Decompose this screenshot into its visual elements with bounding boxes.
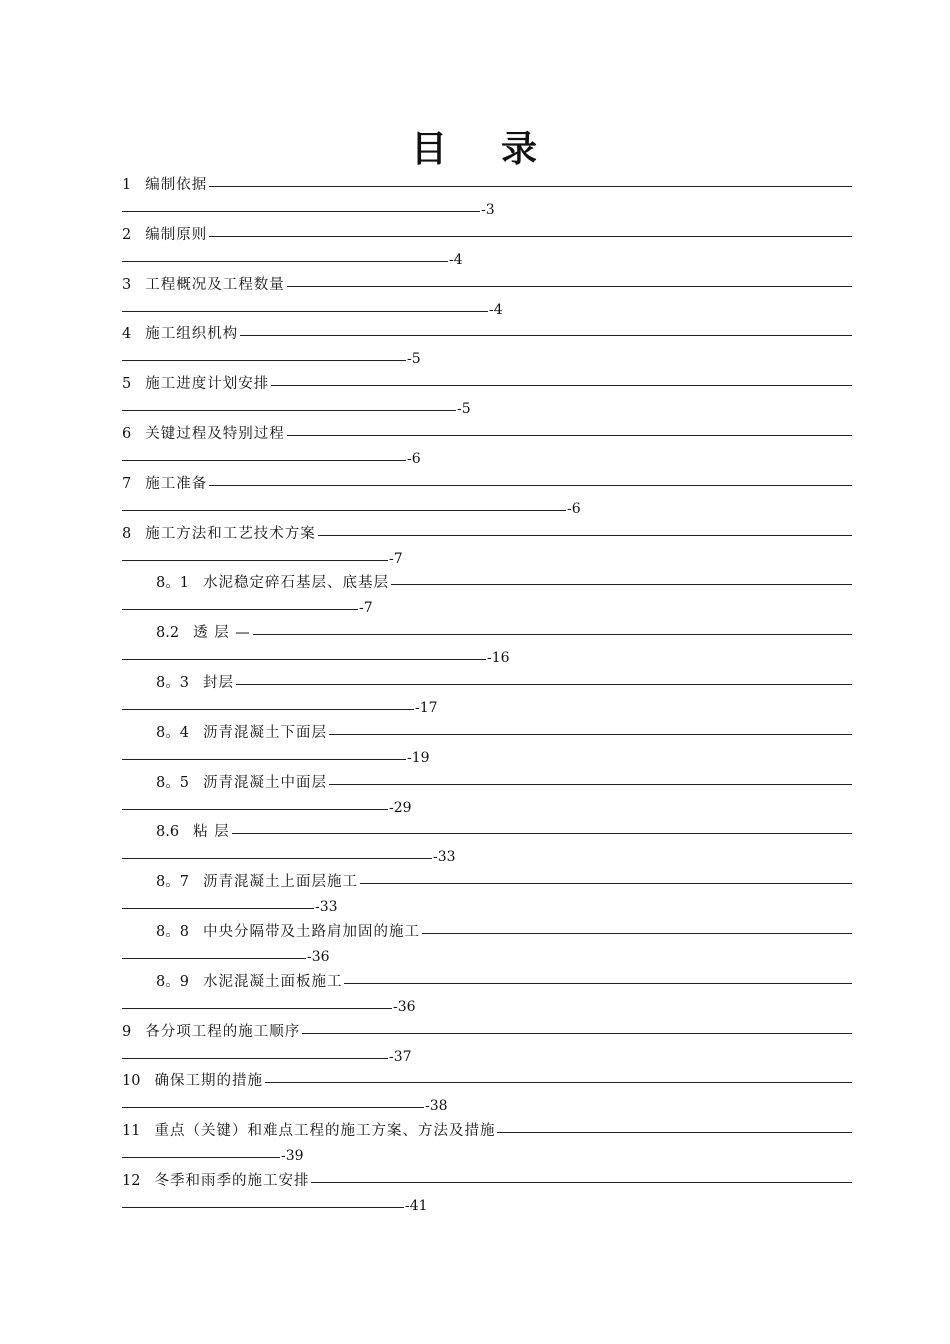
toc-leader-line — [122, 958, 306, 959]
toc-entry-page-line — [122, 447, 852, 472]
toc-leader-line — [232, 833, 852, 834]
toc-entry-label: 中央分隔带及土路肩加固的施工 — [202, 923, 420, 940]
title-char-2: 录 — [501, 129, 540, 170]
toc-leader-line — [497, 1132, 852, 1133]
toc-leader-line — [122, 908, 314, 909]
toc-page-number: -4 — [449, 251, 463, 268]
toc-leader-line — [122, 360, 406, 361]
toc-page-number: -36 — [393, 998, 416, 1015]
toc-page-number: -33 — [433, 849, 456, 866]
toc-entry-page-line — [122, 945, 852, 970]
toc-entry-number: 8。8 — [156, 923, 189, 940]
toc-entry[interactable] — [122, 1119, 852, 1169]
toc-entry-number: 8.6 — [156, 824, 180, 841]
toc-page-number: -17 — [415, 699, 438, 716]
toc-entry-label: 沥青混凝土中面层 — [202, 774, 327, 791]
toc-entry-heading-line — [122, 223, 852, 248]
toc-leader-line — [122, 1008, 392, 1009]
toc-page-number: -38 — [425, 1098, 448, 1115]
toc-entry-heading-line — [122, 771, 852, 796]
toc-entry-heading-line — [122, 173, 852, 198]
toc-entry[interactable] — [122, 920, 852, 970]
toc-entry-heading-line — [122, 372, 852, 397]
toc-entry-number: 8。3 — [156, 674, 189, 691]
toc-entry-label: 编制原则 — [145, 226, 208, 243]
toc-leader-line — [302, 1033, 852, 1034]
toc-page-number: -6 — [407, 450, 421, 467]
toc-entry-heading-line — [122, 970, 852, 995]
toc-leader-line — [287, 286, 852, 287]
toc-entry[interactable] — [122, 1169, 852, 1219]
toc-page-number: -3 — [481, 202, 495, 218]
toc-entry[interactable] — [122, 1020, 852, 1070]
toc-leader-line — [122, 1058, 388, 1059]
toc-entry-label: 水泥稳定碎石基层、底基层 — [202, 575, 389, 592]
toc-entry-page-line — [122, 547, 852, 572]
toc-entry[interactable] — [122, 472, 852, 522]
toc-leader-line — [122, 510, 566, 511]
toc-page-number: -5 — [407, 351, 421, 368]
toc-entry-page-line — [122, 497, 852, 522]
toc-entry[interactable] — [122, 970, 852, 1020]
toc-entry-label: 透 层 — — [193, 625, 251, 642]
toc-entry-page-line — [122, 1094, 852, 1119]
toc-entry-number: 8。4 — [156, 724, 189, 741]
toc-leader-line — [344, 983, 852, 984]
toc-entry-number: 8。9 — [156, 973, 189, 990]
toc-entry-label: 粘 层 — [193, 824, 230, 841]
toc-leader-line — [360, 883, 852, 884]
toc-page-number: -5 — [457, 401, 471, 418]
toc-entry[interactable] — [122, 820, 852, 870]
toc-leader-line — [209, 236, 852, 237]
toc-leader-line — [253, 634, 852, 635]
toc-entry-number: 11 — [122, 1123, 141, 1140]
toc-entry-label: 水泥混凝土面板施工 — [202, 973, 343, 990]
toc-leader-line — [209, 186, 852, 187]
toc-page-number: -7 — [359, 600, 373, 617]
toc-entry-page-line — [122, 1194, 852, 1219]
toc-entry-heading-line — [122, 621, 852, 646]
toc-entry-heading-line — [122, 1119, 852, 1144]
toc-leader-line — [318, 535, 852, 536]
toc-entry[interactable] — [122, 322, 852, 372]
toc-entry-page-line — [122, 298, 852, 323]
toc-entry-number: 3 — [122, 276, 132, 293]
toc-entry-number: 2 — [122, 226, 132, 243]
toc-entry[interactable] — [122, 571, 852, 621]
toc-leader-line — [122, 560, 388, 561]
toc-leader-line — [391, 584, 852, 585]
toc-entry[interactable] — [122, 621, 852, 671]
toc-entry-page-line — [122, 746, 852, 771]
toc-entry-number: 8。5 — [156, 774, 189, 791]
toc-page-number: -37 — [389, 1048, 412, 1065]
toc-leader-line — [236, 684, 852, 685]
toc-entry-heading-line — [122, 1020, 852, 1045]
toc-entry-page-line — [122, 248, 852, 273]
toc-entry-number: 10 — [122, 1073, 141, 1090]
toc-entry-page-line — [122, 646, 852, 671]
toc-entry-number: 5 — [122, 376, 132, 393]
toc-leader-line — [122, 609, 358, 610]
toc-leader-line — [287, 435, 852, 436]
toc-entry-heading-line — [122, 1069, 852, 1094]
toc-entry-page-line — [122, 1045, 852, 1070]
toc-leader-line — [122, 659, 486, 660]
toc-entry-label: 封层 — [202, 674, 234, 691]
toc-page-number: -41 — [405, 1197, 428, 1214]
toc-entry-number: 6 — [122, 425, 132, 442]
toc-entry-label: 重点（关键）和难点工程的施工方案、方法及措施 — [154, 1123, 496, 1140]
toc-entry-label: 各分项工程的施工顺序 — [145, 1023, 301, 1040]
toc-entry[interactable] — [122, 372, 852, 422]
toc-leader-line — [122, 1207, 404, 1208]
toc-leader-line — [122, 1107, 424, 1108]
toc-entry[interactable] — [122, 721, 852, 771]
toc-entry-label: 施工准备 — [145, 475, 208, 492]
toc-entry-heading-line — [122, 422, 852, 447]
toc-entry-label: 冬季和雨季的施工安排 — [154, 1172, 310, 1189]
toc-leader-line — [122, 311, 488, 312]
toc-leader-line — [271, 385, 852, 386]
toc-leader-line — [122, 211, 480, 212]
toc-entry-number: 8.2 — [156, 625, 180, 642]
toc-entry-page-line — [122, 895, 852, 920]
toc-page-number: -36 — [307, 948, 330, 965]
toc-leader-line — [329, 734, 852, 735]
toc-leader-line — [122, 410, 456, 411]
toc-entry-label: 编制依据 — [145, 177, 208, 193]
toc-entry-label: 工程概况及工程数量 — [145, 276, 285, 293]
toc-entry[interactable] — [122, 870, 852, 920]
toc-leader-line — [311, 1182, 852, 1183]
toc-entry-heading-line — [122, 1169, 852, 1194]
table-of-contents — [122, 173, 852, 1219]
page-title — [0, 124, 950, 176]
toc-entry-number: 1 — [122, 177, 132, 193]
toc-leader-line — [240, 335, 852, 336]
toc-entry-page-line — [122, 796, 852, 821]
toc-page-number: -16 — [487, 650, 510, 667]
toc-entry-number: 9 — [122, 1023, 132, 1040]
toc-entry-label: 关键过程及特别过程 — [145, 425, 285, 442]
toc-entry-page-line — [122, 397, 852, 422]
toc-entry[interactable] — [122, 223, 852, 273]
toc-page-number: -19 — [407, 749, 430, 766]
toc-entry-page-line — [122, 1144, 852, 1169]
toc-entry-number: 12 — [122, 1172, 141, 1189]
toc-entry-page-line — [122, 845, 852, 870]
toc-entry-heading-line — [122, 571, 852, 596]
toc-entry-number: 8 — [122, 525, 132, 542]
toc-entry-heading-line — [122, 820, 852, 845]
toc-page-number: -7 — [389, 550, 403, 567]
toc-leader-line — [122, 709, 414, 710]
toc-entry[interactable] — [122, 1069, 852, 1119]
toc-leader-line — [122, 858, 432, 859]
toc-entry-label: 施工方法和工艺技术方案 — [145, 525, 316, 542]
toc-entry-heading-line — [122, 870, 852, 895]
toc-page-number: -39 — [281, 1148, 304, 1165]
toc-leader-line — [122, 1157, 280, 1158]
toc-entry-number: 4 — [122, 326, 132, 343]
toc-entry-heading-line — [122, 472, 852, 497]
toc-entry-label: 施工组织机构 — [145, 326, 239, 343]
toc-leader-line — [122, 759, 406, 760]
toc-entry-heading-line — [122, 522, 852, 547]
toc-entry-label: 沥青混凝土下面层 — [202, 724, 327, 741]
toc-entry-heading-line — [122, 671, 852, 696]
toc-entry[interactable] — [122, 522, 852, 572]
toc-entry[interactable] — [122, 422, 852, 472]
toc-leader-line — [122, 809, 388, 810]
toc-entry-label: 施工进度计划安排 — [145, 376, 270, 393]
toc-entry-label: 确保工期的措施 — [154, 1073, 263, 1090]
toc-entry-page-line — [122, 347, 852, 372]
toc-page-number: -29 — [389, 799, 412, 816]
toc-entry[interactable] — [122, 771, 852, 821]
toc-leader-line — [122, 460, 406, 461]
toc-entry-page-line — [122, 995, 852, 1020]
toc-entry[interactable] — [122, 671, 852, 721]
toc-entry-number: 7 — [122, 475, 132, 492]
toc-entry[interactable] — [122, 273, 852, 323]
toc-entry-label: 沥青混凝土上面层施工 — [202, 874, 358, 891]
toc-entry-heading-line — [122, 920, 852, 945]
toc-entry-page-line — [122, 696, 852, 721]
toc-entry-page-line — [122, 198, 852, 223]
toc-entry-number: 8。1 — [156, 575, 189, 592]
toc-page-number: -4 — [489, 301, 503, 318]
toc-entry-number: 8。7 — [156, 874, 189, 891]
toc-leader-line — [209, 485, 852, 486]
toc-leader-line — [329, 784, 852, 785]
toc-leader-line — [422, 933, 852, 934]
toc-entry-page-line — [122, 596, 852, 621]
toc-entry[interactable] — [122, 173, 852, 223]
toc-entry-heading-line — [122, 721, 852, 746]
toc-page-number: -6 — [567, 500, 581, 517]
title-char-1: 目 — [410, 129, 449, 170]
toc-leader-line — [265, 1082, 852, 1083]
toc-leader-line — [122, 261, 448, 262]
toc-page-number: -33 — [315, 899, 338, 916]
toc-entry-heading-line — [122, 322, 852, 347]
toc-entry-heading-line — [122, 273, 852, 298]
